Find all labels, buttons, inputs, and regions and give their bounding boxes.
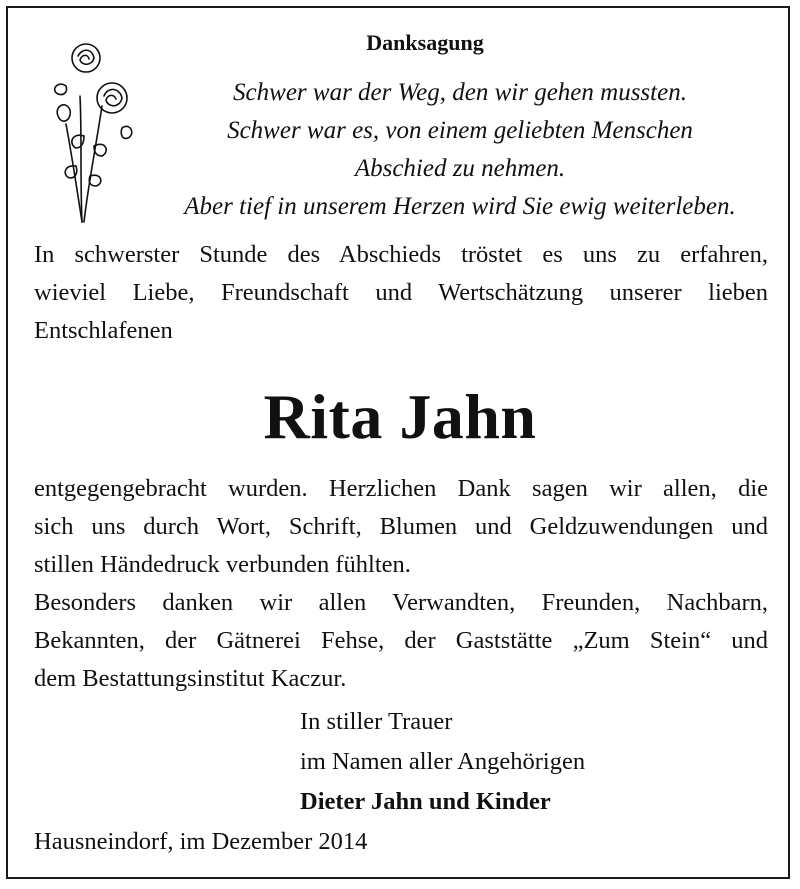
text-line: Besonders danken wir allen Verwandten, Freunden, Nachbarn, [34, 589, 768, 616]
closing-block [300, 702, 585, 822]
text-line: In schwerster Stunde des Abschieds tröstet es uns zu erfahren, [34, 241, 768, 268]
rose-illustration [36, 36, 140, 226]
closing-line: im Namen aller Angehörigen [300, 748, 586, 775]
poem-line: Abschied zu nehmen. [354, 155, 566, 182]
deceased-name: Rita Jahn [263, 381, 537, 452]
text-line: wieviel Liebe, Freundschaft und Wertschätzung unserer lieben [34, 279, 768, 306]
body-paragraph [34, 470, 768, 698]
poem [130, 74, 790, 226]
closing-line: In stiller Trauer [300, 708, 453, 735]
text-line: entgegengebracht wurden. Herzlichen Dank sagen wir allen, die [34, 475, 768, 502]
poem-line: Schwer war der Weg, den wir gehen mussten. [233, 79, 687, 106]
intro-paragraph [34, 236, 768, 350]
heading: Danksagung [366, 30, 484, 55]
poem-line: Aber tief in unserem Herzen wird Sie ewig weiterleben. [184, 193, 736, 220]
text-line: Entschlafenen [34, 317, 173, 344]
text-line: dem Bestattungsinstitut Kaczur. [34, 665, 347, 692]
text-line: sich uns durch Wort, Schrift, Blumen und Geldzuwendungen und [34, 513, 768, 540]
place-date: Hausneindorf, im Dezember 2014 [34, 828, 368, 855]
poem-line: Schwer war es, von einem geliebten Menschen [227, 117, 693, 144]
text-line: stillen Händedruck verbunden fühlten. [34, 551, 411, 578]
signature: Dieter Jahn und Kinder [300, 788, 551, 815]
text-line: Bekannten, der Gätnerei Fehse, der Gaststätte „Zum Stein“ und [34, 627, 768, 654]
